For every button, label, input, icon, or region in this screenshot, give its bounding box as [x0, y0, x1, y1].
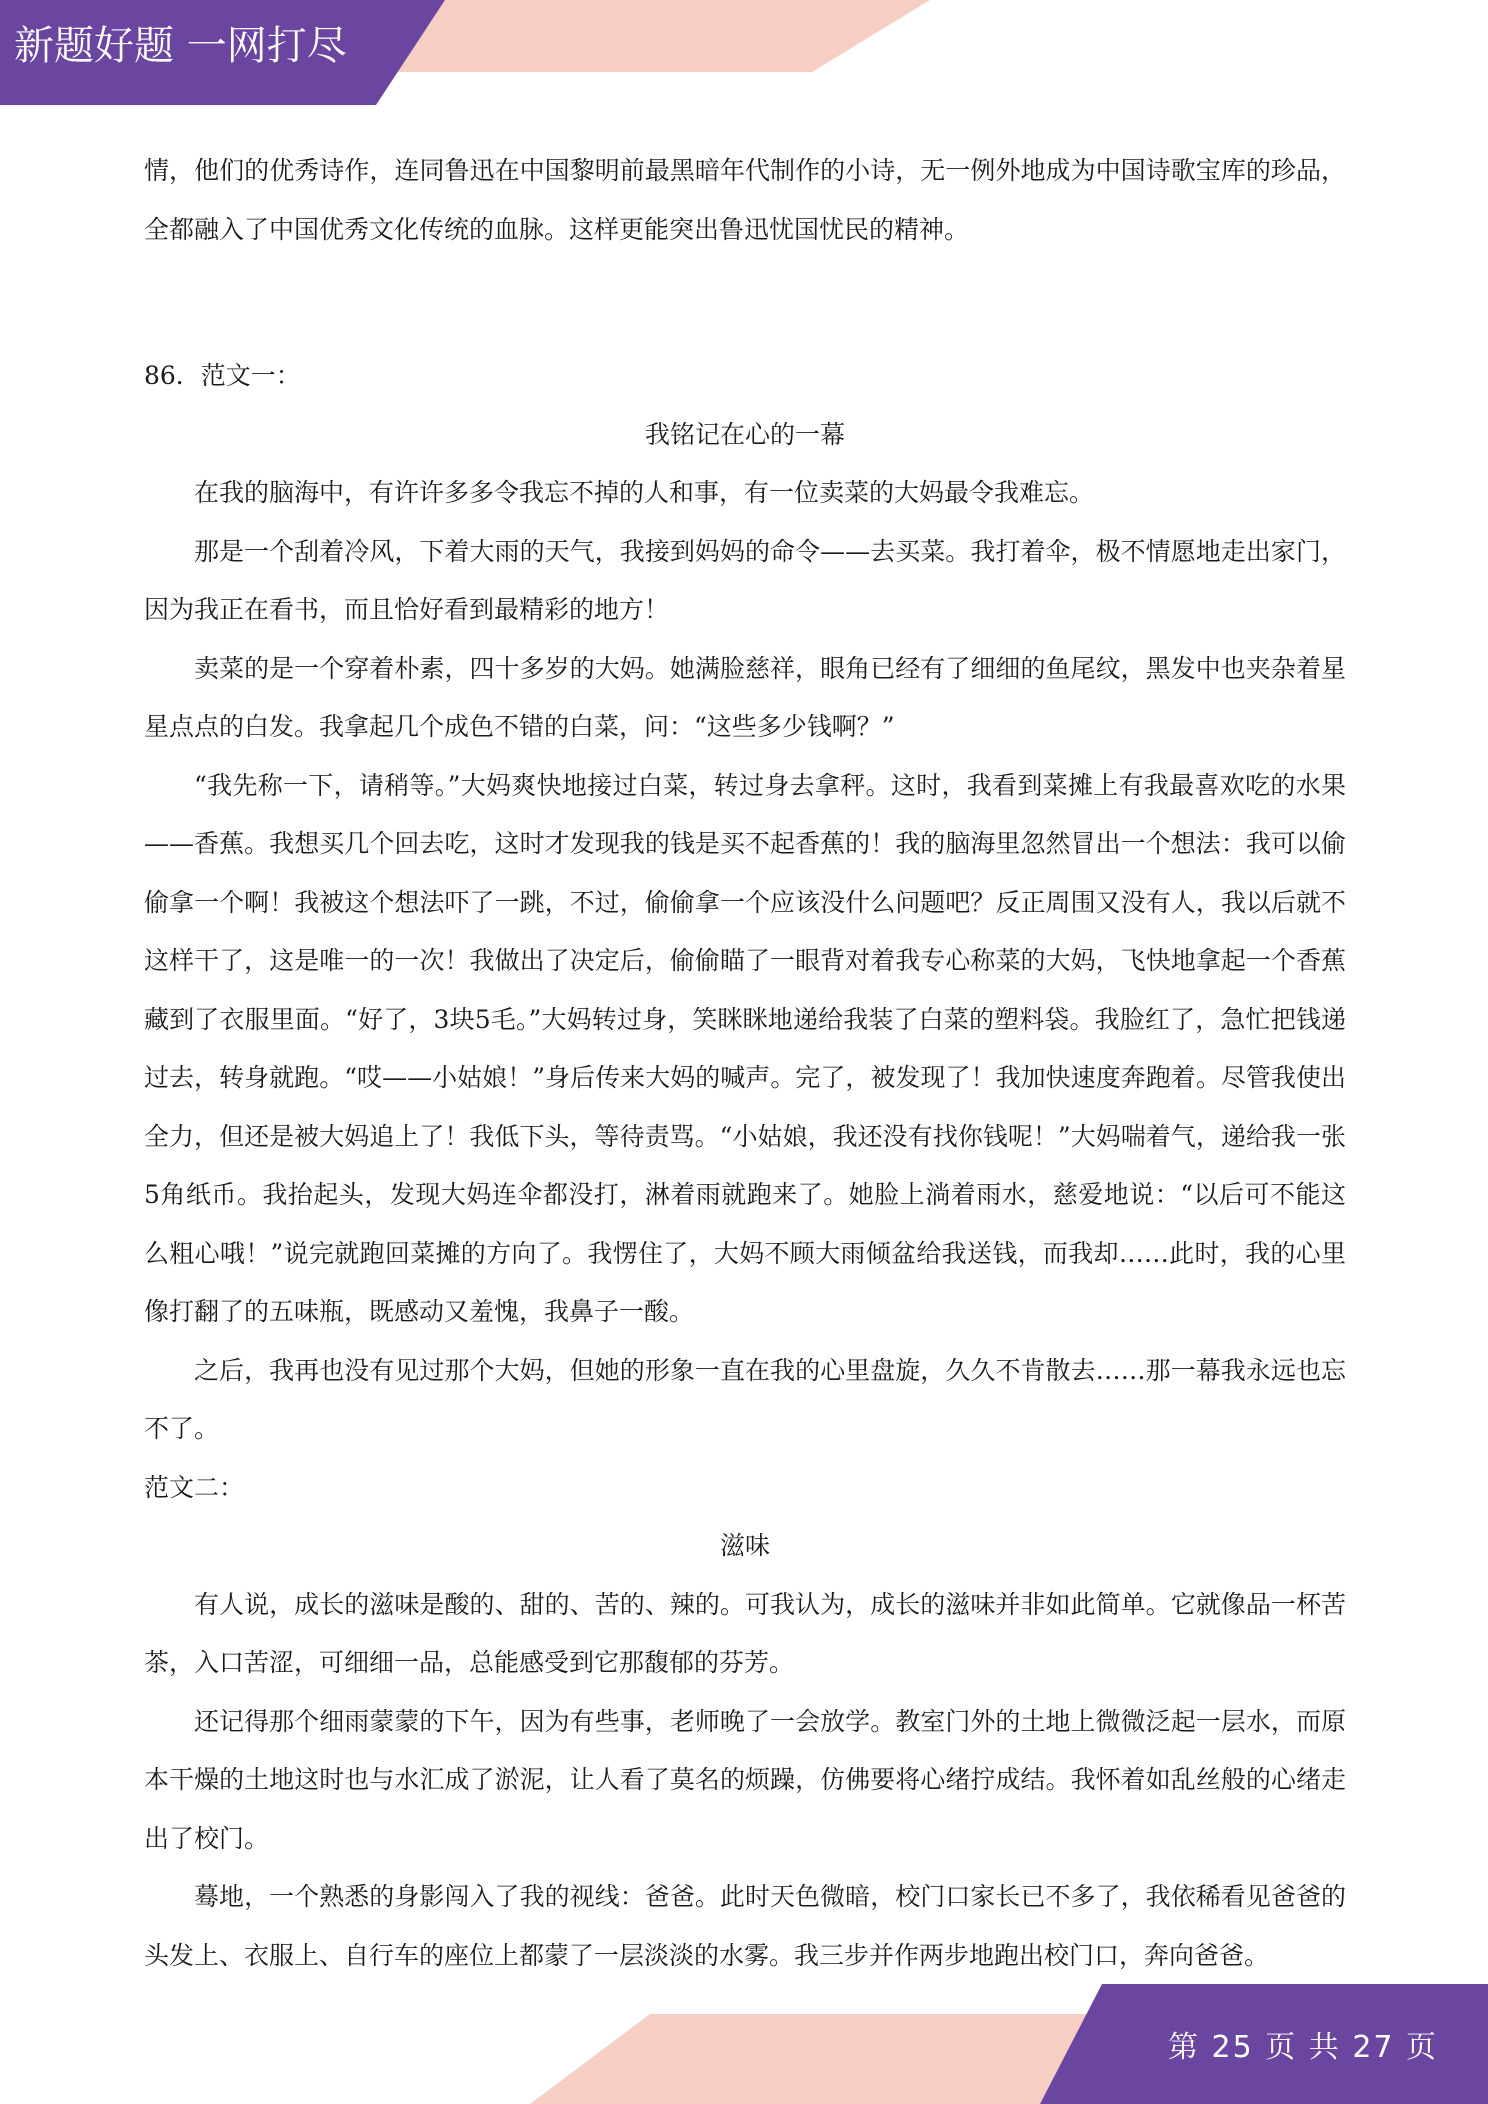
essay2-paragraph: 蓦地，一个熟悉的身影闯入了我的视线：爸爸。此时天色微暗，校门口家长已不多了，我依稀看见爸爸的头发上、衣服上、自行车的座位上都蒙了一层淡淡的水雾。我三步并作两步地跑出校门口，奔向爸爸。 — [144, 1882, 1346, 1970]
essay2-title: 滋味 — [719, 1531, 770, 1560]
essay1-paragraph: 那是一个刮着冷风，下着大雨的天气，我接到妈妈的命令——去买菜。我打着伞，极不情愿地走出家门，因为我正在看书，而且恰好看到最精彩的地方！ — [144, 536, 1346, 624]
question-86-label: 86．范文一： — [144, 361, 301, 390]
essay1-paragraph: 在我的脑海中，有许许多多令我忘不掉的人和事，有一位卖菜的大妈最令我难忘。 — [194, 478, 1095, 507]
essay1-paragraph: 卖菜的是一个穿着朴素，四十多岁的大妈。她满脸慈祥，眼角已经有了细细的鱼尾纹，黑发中也夹杂着星星点点的白发。我拿起几个成色不错的白菜，问：“这些多少钱啊？” — [144, 653, 1346, 741]
essay2-paragraph: 有人说，成长的滋味是酸的、甜的、苦的、辣的。可我认为，成长的滋味并非如此简单。它就像品一杯苦茶，入口苦涩，可细细一品，总能感受到它那馥郁的芬芳。 — [144, 1589, 1346, 1677]
section-gap — [144, 259, 1346, 347]
continued-paragraph: 情，他们的优秀诗作，连同鲁迅在中国黎明前最黑暗年代制作的小诗，无一例外地成为中国诗歌宝库的珍品，全都融入了中国优秀文化传统的血脉。这样更能突出鲁迅忧国忧民的精神。 — [144, 156, 1346, 244]
header-title: 新题好题 一网打尽 — [14, 23, 347, 69]
essay1-paragraph: 之后，我再也没有见过那个大妈，但她的形象一直在我的心里盘旋，久久不肯散去……那一幕我永远也忘不了。 — [144, 1355, 1346, 1443]
essay1-title: 我铭记在心的一幕 — [644, 419, 845, 449]
essay2-paragraph: 还记得那个细雨蒙蒙的下午，因为有些事，老师晚了一会放学。教室门外的土地上微微泛起一层水，而原本干燥的土地这时也与水汇成了淤泥，让人看了莫名的烦躁，仿佛要将心绪拧成结。我怀着如乱丝般的心绪走出了校门。 — [144, 1706, 1346, 1853]
page-number: 第 25 页 共 27 页 — [1168, 2030, 1439, 2065]
essay1-paragraph: “我先称一下，请稍等。”大妈爽快地接过白菜，转过身去拿秤。这时，我看到菜摊上有我最喜欢吃的水果——香蕉。我想买几个回去吃，这时才发现我的钱是买不起香蕉的！我的脑海里忽然冒出一个想法：我可以偷偷拿一个啊！我被这个想法吓了一跳，不过，偷偷拿一个应该没什么问题吧？反正周围又没有人，我以后就不这样干了，这是唯一的一次！我做出了决定后，偷偷瞄了一眼背对着我专心称菜的大妈，飞快地拿起一个香蕉藏到了衣服里面。“好了，3块5毛。”大妈转过身，笑眯眯地递给我装了白菜的塑料袋。我脸红了，急忙把钱递过去，转身就跑。“哎——小姑娘！”身后传来大妈的喊声。完了，被发现了！我加快速度奔跑着。尽管我使出全力，但还是被大妈追上了！我低下头，等待责骂。“小姑娘，我还没有找你钱呢！”大妈喘着气，递给我一张5角纸币。我抬起头，发现大妈连伞都没打，淋着雨就跑来了。她脸上淌着雨水，慈爱地说：“以后可不能这么粗心哦！”说完就跑回菜摊的方向了。我愣住了，大妈不顾大雨倾盆给我送钱，而我却……此时，我的心里像打翻了的五味瓶，既感动又羞愧，我鼻子一酸。 — [144, 770, 1346, 1326]
essay2-label: 范文二： — [144, 1472, 245, 1502]
page-content — [144, 142, 1346, 1985]
